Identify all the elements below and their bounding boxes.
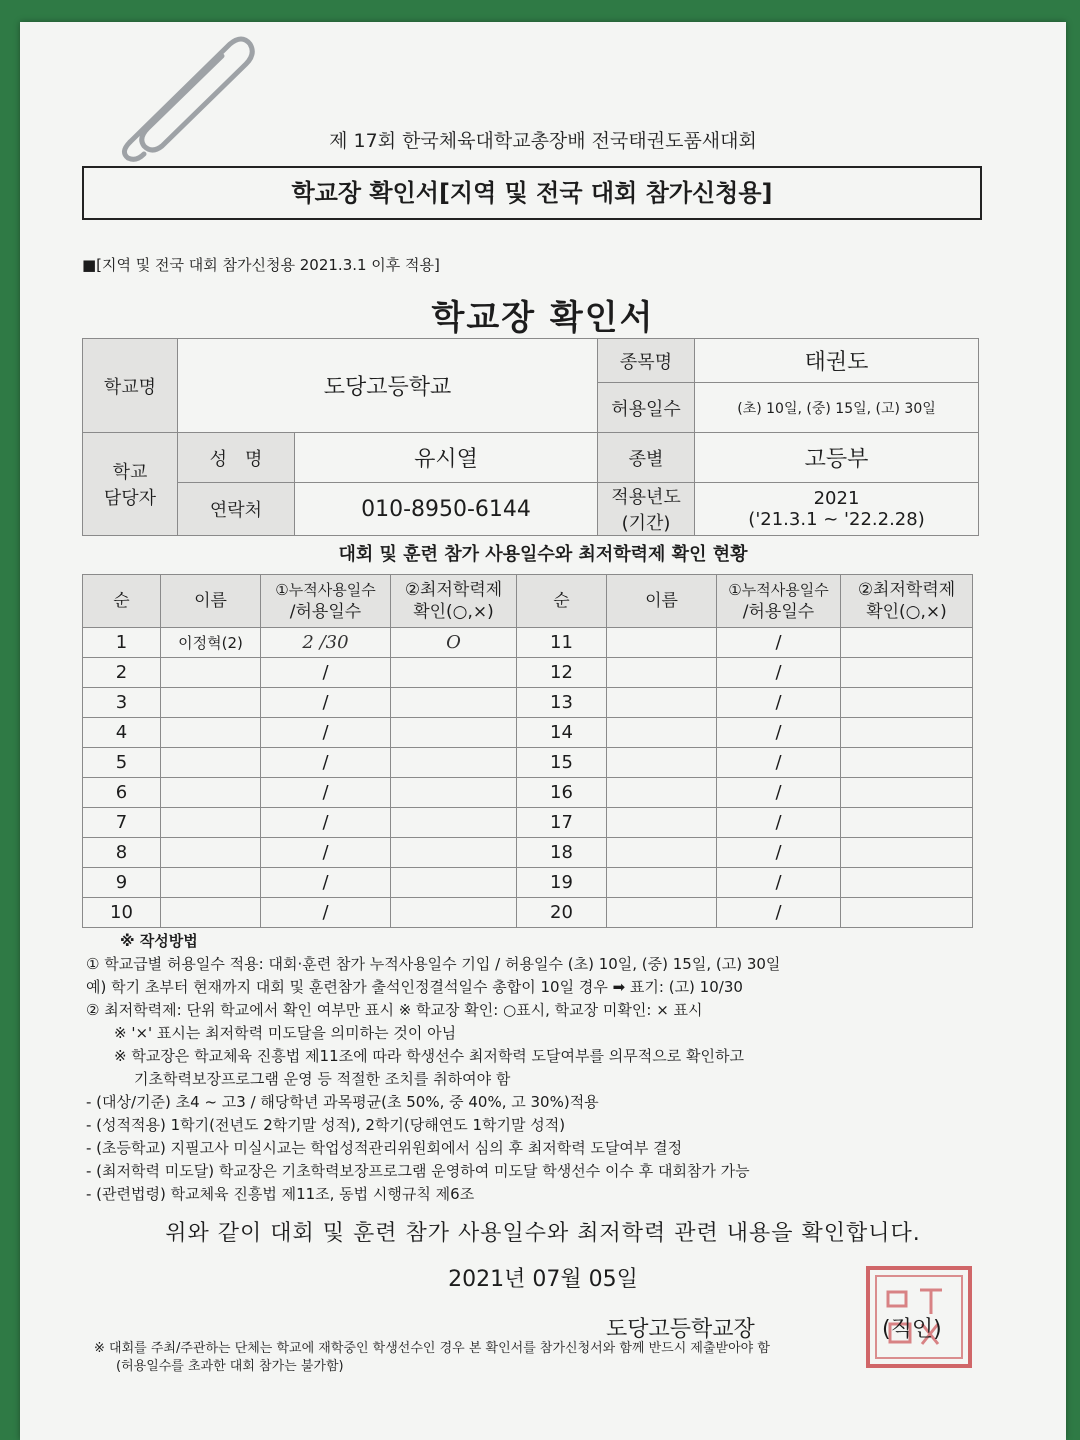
row-days-cell: /: [261, 898, 391, 928]
row-check-cell: [841, 898, 973, 928]
status-subtitle: 대회 및 훈련 참가 사용일수와 최저학력제 확인 현황: [338, 544, 748, 565]
row-name-cell: [607, 628, 717, 658]
manager-label-line1: 학교: [112, 462, 148, 483]
footer-line: (허용일수를 초과한 대회 참가는 불가함): [116, 1359, 344, 1374]
instruction-heading: ※ 작성방법: [120, 932, 198, 950]
row-name-cell: [161, 778, 261, 808]
row-no-cell: 7: [83, 808, 161, 838]
row-no-cell: 6: [83, 778, 161, 808]
status-table: [82, 574, 973, 928]
status-table-header: [83, 575, 973, 628]
table-row: [83, 688, 973, 718]
row-no-cell: 5: [83, 748, 161, 778]
sport-label: 종목명: [598, 339, 695, 383]
row-name-cell: [607, 838, 717, 868]
row-check-cell: [841, 658, 973, 688]
col-check-line2: 확인(○,×): [413, 602, 494, 622]
instruction-item: 예) 학기 초부터 현재까지 대회 및 훈련참가 출석인정결석일수 총합이 10일 경우 ➡ 표기: (고) 10/30: [86, 978, 743, 996]
division-value: 고등부: [695, 433, 979, 483]
row-no-cell: 12: [517, 658, 607, 688]
table-row: [83, 838, 973, 868]
confirmation-statement: 위와 같이 대회 및 훈련 참가 사용일수와 최저학력 관련 내용을 확인합니다.: [165, 1221, 921, 1246]
row-days-cell: /: [717, 898, 841, 928]
principal-title: 도당고등학교장: [606, 1317, 755, 1342]
allowed-days-value: (초) 10일, (중) 15일, (고) 30일: [695, 383, 979, 433]
row-check-cell: [841, 628, 973, 658]
table-row: [83, 658, 973, 688]
col-name-header-2: 이름: [607, 575, 717, 628]
row-name-cell: [607, 688, 717, 718]
col-days-header: [261, 575, 391, 628]
col-days-header-2: [717, 575, 841, 628]
applicability-note: ■[지역 및 전국 대회 참가신청용 2021.3.1 이후 적용]: [82, 256, 440, 274]
row-days-cell: /: [717, 778, 841, 808]
row-name-cell: [607, 808, 717, 838]
row-check-cell: [391, 808, 517, 838]
year-value-line2: ('21.3.1 ~ '22.2.28): [748, 509, 925, 530]
seal-label: (직인): [882, 1317, 942, 1342]
table-row: [83, 868, 973, 898]
contact-value: 010-8950-6144: [295, 483, 598, 536]
col-no-header: 순: [83, 575, 161, 628]
instruction-item: - (관련법령) 학교체육 진흥법 제11조, 동법 시행규칙 제6조: [86, 1185, 475, 1203]
row-name-cell: [607, 778, 717, 808]
row-days-cell: /: [717, 718, 841, 748]
row-check-cell: [841, 868, 973, 898]
row-no-cell: 3: [83, 688, 161, 718]
row-days-cell: /: [261, 838, 391, 868]
row-no-cell: 8: [83, 838, 161, 868]
row-check-cell: [841, 808, 973, 838]
main-title: 학교장 확인서: [431, 298, 655, 338]
row-no-cell: 17: [517, 808, 607, 838]
document-paper: [20, 22, 1066, 1440]
row-no-cell: 20: [517, 898, 607, 928]
school-name-label: 학교명: [83, 339, 178, 433]
instruction-item: - (초등학교) 지필고사 미실시교는 학업성적관리위원회에서 심의 후 최저학력 도달여부 결정: [86, 1139, 683, 1157]
col-check-line1-2: ②최저학력제: [857, 580, 956, 600]
row-name-cell: 이정혁(2): [161, 628, 261, 658]
instruction-item: - (성적적용) 1학기(전년도 2학기말 성적), 2학기(당해연도 1학기말 성적): [86, 1116, 566, 1134]
allowed-days-label: 허용일수: [598, 383, 695, 433]
row-days-cell: /: [261, 748, 391, 778]
instruction-item: ① 학교급별 허용일수 적용: 대회·훈련 참가 누적사용일수 기입 / 허용일수 (초) 10일, (중) 15일, (고) 30일: [86, 955, 781, 973]
row-days-cell: /: [261, 778, 391, 808]
table-row: [83, 808, 973, 838]
row-name-cell: [161, 718, 261, 748]
row-check-cell: [841, 718, 973, 748]
row-name-cell: [607, 868, 717, 898]
year-label: [598, 483, 695, 536]
row-days-cell: /: [717, 808, 841, 838]
row-check-cell: [391, 898, 517, 928]
row-days-cell: /: [717, 868, 841, 898]
row-no-cell: 16: [517, 778, 607, 808]
row-name-cell: [161, 868, 261, 898]
table-row: [83, 778, 973, 808]
instruction-item: - (대상/기준) 초4 ~ 고3 / 해당학년 과목평균(초 50%, 중 40%, 고 30%)적용: [86, 1093, 599, 1111]
manager-label: [83, 433, 178, 536]
row-name-cell: [161, 838, 261, 868]
contact-label: 연락처: [178, 483, 295, 536]
row-check-cell: [391, 868, 517, 898]
footer-note: [94, 1340, 994, 1376]
instructions: [86, 930, 986, 1206]
school-name-value: 도당고등학교: [178, 339, 598, 433]
row-no-cell: 13: [517, 688, 607, 718]
row-check-cell: O: [391, 628, 517, 658]
row-days-cell: /: [717, 628, 841, 658]
year-value: [695, 483, 979, 536]
row-name-cell: [161, 748, 261, 778]
row-days-cell: /: [261, 868, 391, 898]
col-check-header-2: [841, 575, 973, 628]
manager-label-line2: 담당자: [103, 488, 157, 509]
row-no-cell: 1: [83, 628, 161, 658]
instruction-item: ※ '×' 표시는 최저학력 미도달을 의미하는 것이 아님: [114, 1024, 457, 1042]
row-days-cell: /: [261, 688, 391, 718]
row-name-cell: [161, 898, 261, 928]
row-days-cell: /: [261, 658, 391, 688]
row-days-cell: /: [717, 838, 841, 868]
table-row: [83, 718, 973, 748]
row-name-cell: [607, 718, 717, 748]
row-check-cell: [391, 748, 517, 778]
row-days-cell: /: [717, 748, 841, 778]
division-label: 종별: [598, 433, 695, 483]
row-check-cell: [391, 658, 517, 688]
col-days-line2: /허용일수: [289, 602, 362, 622]
row-name-cell: [161, 688, 261, 718]
table-row: [83, 748, 973, 778]
col-days-line1: ①누적사용일수: [275, 581, 376, 599]
row-no-cell: 14: [517, 718, 607, 748]
row-no-cell: 9: [83, 868, 161, 898]
row-check-cell: [841, 778, 973, 808]
document-date: 2021년 07월 05일: [448, 1267, 638, 1292]
school-info-table: [82, 338, 979, 536]
row-days-cell: /: [261, 718, 391, 748]
sport-value: 태권도: [695, 339, 979, 383]
row-days-cell: /: [717, 658, 841, 688]
row-no-cell: 19: [517, 868, 607, 898]
col-check-line2-2: 확인(○,×): [866, 602, 947, 622]
instruction-item: - (최저학력 미도달) 학교장은 기초학력보장프로그램 운영하여 미도달 학생선수 이수 후 대회참가 가능: [86, 1162, 750, 1180]
row-no-cell: 15: [517, 748, 607, 778]
row-check-cell: [391, 718, 517, 748]
col-days-line1-2: ①누적사용일수: [728, 581, 829, 599]
row-name-cell: [161, 658, 261, 688]
row-days-cell: /: [717, 688, 841, 718]
row-check-cell: [841, 748, 973, 778]
row-name-cell: [607, 748, 717, 778]
row-no-cell: 10: [83, 898, 161, 928]
col-check-line1: ②최저학력제: [404, 580, 503, 600]
footer-line: ※ 대회를 주최/주관하는 단체는 학교에 재학중인 학생선수인 경우 본 확인서를 참가신청서와 함께 반드시 제출받아야 함: [94, 1341, 770, 1356]
row-days-cell: /: [261, 808, 391, 838]
col-no-header-2: 순: [517, 575, 607, 628]
col-days-line2-2: /허용일수: [742, 602, 815, 622]
row-name-cell: [161, 808, 261, 838]
row-check-cell: [841, 838, 973, 868]
table-row: [83, 898, 973, 928]
row-check-cell: [391, 688, 517, 718]
row-no-cell: 11: [517, 628, 607, 658]
table-row: [83, 628, 973, 658]
col-name-header: 이름: [161, 575, 261, 628]
year-value-line1: 2021: [813, 488, 860, 509]
row-no-cell: 2: [83, 658, 161, 688]
col-check-header: [391, 575, 517, 628]
manager-name-value: 유시열: [295, 433, 598, 483]
row-check-cell: [391, 778, 517, 808]
row-check-cell: [841, 688, 973, 718]
event-title: 제 17회 한국체육대학교총장배 전국태권도품새대회: [329, 130, 757, 152]
row-no-cell: 18: [517, 838, 607, 868]
instruction-item: ② 최저학력제: 단위 학교에서 확인 여부만 표시 ※ 학교장 확인: ○표시, 학교장 미확인: × 표시: [86, 1001, 703, 1019]
row-check-cell: [391, 838, 517, 868]
row-name-cell: [607, 898, 717, 928]
instruction-item: 기초학력보장프로그램 운영 등 적절한 조치를 취하여야 함: [134, 1070, 511, 1088]
year-label-line2: (기간): [621, 513, 671, 534]
row-name-cell: [607, 658, 717, 688]
row-days-cell: 2 /30: [261, 628, 391, 658]
manager-name-label: 성 명: [178, 433, 295, 483]
row-no-cell: 4: [83, 718, 161, 748]
form-title-box: 학교장 확인서[지역 및 전국 대회 참가신청용]: [82, 166, 982, 220]
instruction-item: ※ 학교장은 학교체육 진흥법 제11조에 따라 학생선수 최저학력 도달여부를 의무적으로 확인하고: [114, 1047, 744, 1065]
year-label-line1: 적용년도: [611, 487, 681, 508]
